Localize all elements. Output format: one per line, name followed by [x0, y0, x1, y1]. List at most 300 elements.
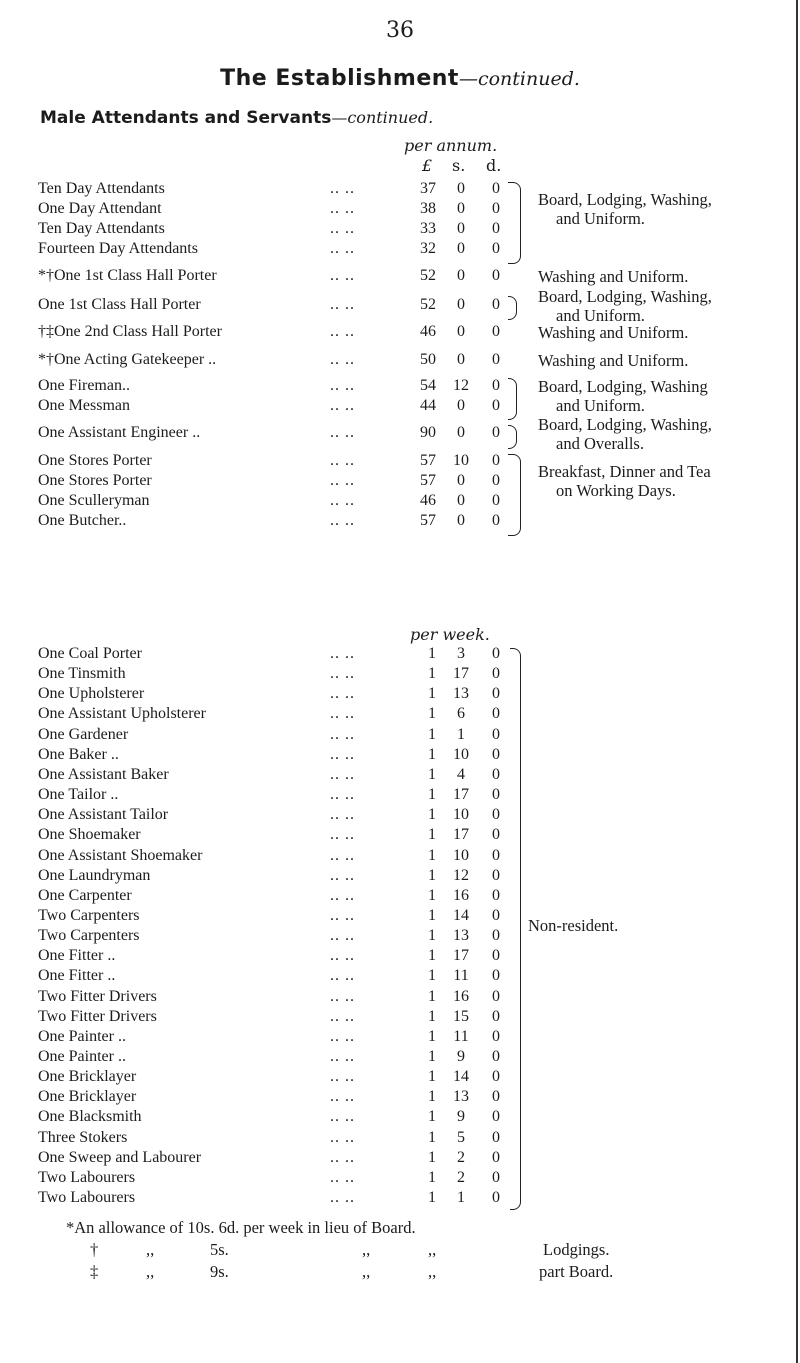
condition-note-line: Washing and Uniform.	[538, 267, 689, 286]
amount-pounds: 46	[420, 323, 436, 340]
row-label: One Carpenter	[38, 886, 132, 904]
amount-shillings: 17	[453, 665, 469, 683]
amount-pence: 0	[492, 351, 500, 368]
amount-shillings: 0	[457, 240, 465, 257]
weekly-row	[0, 1149, 800, 1171]
row-label: One Fireman..	[38, 377, 130, 394]
amount-shillings: 12	[453, 377, 469, 394]
amount-pence: 0	[492, 200, 500, 217]
amount-pence: 0	[492, 1027, 500, 1045]
condition-note	[538, 267, 688, 286]
amount-shillings: 0	[457, 323, 465, 340]
title-main: The Establishment	[220, 66, 459, 91]
weekly-row	[0, 786, 800, 808]
leader-dots: .. ..	[330, 1068, 355, 1086]
row-label: One Painter ..	[38, 1027, 126, 1045]
leader-dots: .. ..	[330, 866, 355, 884]
weekly-row	[0, 1048, 800, 1070]
condition-note	[538, 351, 688, 370]
row-label: One Assistant Engineer ..	[38, 424, 201, 441]
weekly-row	[0, 705, 800, 727]
amount-pounds: 38	[420, 200, 436, 217]
footnote-ditto: ,,	[362, 1240, 371, 1259]
amount-pounds: 57	[420, 472, 436, 489]
leader-dots: .. ..	[330, 377, 355, 394]
amount-pounds: 1	[428, 866, 436, 884]
leader-dots: .. ..	[330, 1048, 355, 1065]
amount-pounds: 1	[428, 1068, 436, 1086]
footnote-ditto: ,,	[146, 1240, 155, 1259]
amount-pence: 0	[492, 296, 500, 313]
leader-dots: .. ..	[330, 725, 355, 743]
amount-pounds: 52	[420, 296, 436, 313]
amount-pence: 0	[492, 397, 500, 414]
amount-pence: 0	[492, 947, 500, 965]
amount-pence: 0	[492, 1108, 500, 1126]
leader-dots: .. ..	[330, 424, 355, 441]
row-label: One Tinsmith	[38, 665, 126, 683]
leader-dots: .. ..	[330, 351, 355, 368]
leader-dots: .. ..	[330, 267, 355, 284]
row-label: One Day Attendant	[38, 200, 162, 217]
title-continued: —continued.	[458, 68, 580, 90]
non-resident-brace	[510, 648, 521, 1210]
row-label: One Upholsterer	[38, 685, 145, 703]
amount-pounds: 1	[428, 705, 436, 723]
leader-dots: .. ..	[330, 886, 355, 904]
amount-shillings: 0	[457, 397, 465, 414]
leader-dots: .. ..	[330, 987, 355, 1005]
amount-shillings: 17	[453, 947, 469, 965]
amount-pence: 0	[492, 645, 500, 662]
amount-shillings: 12	[453, 866, 469, 884]
leader-dots: .. ..	[330, 967, 355, 985]
weekly-row	[0, 947, 800, 969]
amount-shillings: 17	[453, 826, 469, 844]
amount-pounds: 1	[428, 1027, 436, 1045]
weekly-row	[0, 847, 800, 869]
amount-shillings: 13	[453, 685, 469, 703]
row-label: One Fitter ..	[38, 947, 116, 965]
amount-pence: 0	[492, 1068, 500, 1086]
weekly-row	[0, 887, 800, 909]
condition-note-line: and Uniform.	[556, 209, 645, 228]
row-label: One Sweep and Labourer	[38, 1148, 202, 1166]
weekly-row	[0, 1189, 800, 1211]
row-label: Two Carpenters	[38, 927, 140, 945]
amount-shillings: 6	[457, 705, 465, 723]
amount-pounds: 1	[428, 1128, 436, 1146]
condition-note-line: Breakfast, Dinner and Tea	[538, 462, 711, 481]
row-label: One Coal Porter	[38, 645, 142, 662]
condition-note-line: and Overalls.	[556, 434, 644, 453]
row-label: One Laundryman	[38, 866, 151, 884]
amount-shillings: 0	[457, 472, 465, 489]
weekly-row	[0, 1129, 800, 1151]
row-label: Fourteen Day Attendants	[38, 240, 198, 257]
amount-shillings: 0	[457, 220, 465, 237]
amount-pounds: 1	[428, 886, 436, 904]
row-label: One Tailor ..	[38, 786, 119, 804]
amount-pence: 0	[492, 424, 500, 441]
leader-dots: .. ..	[330, 397, 355, 414]
amount-shillings: 10	[453, 452, 469, 469]
footnote-phrase: per week in lieu of	[243, 1218, 372, 1237]
amount-shillings: 3	[457, 645, 465, 662]
row-label: *†One Acting Gatekeeper ..	[38, 351, 217, 368]
amount-shillings: 4	[457, 765, 465, 783]
amount-pence: 0	[492, 685, 500, 703]
row-label: One Baker ..	[38, 745, 119, 763]
footnote-amount: 9s.	[210, 1262, 229, 1281]
weekly-row	[0, 685, 800, 707]
amount-shillings: 16	[453, 886, 469, 904]
amount-pounds: 1	[428, 1189, 436, 1207]
amount-shillings: 5	[457, 1128, 465, 1146]
amount-pence: 0	[492, 906, 500, 924]
condition-note-line: on Working Days.	[556, 481, 676, 500]
condition-note-line: Washing and Uniform.	[538, 351, 689, 370]
amount-pence: 0	[492, 866, 500, 884]
amount-pence: 0	[492, 987, 500, 1005]
amount-pence: 0	[492, 927, 500, 945]
amount-pounds: 1	[428, 1148, 436, 1166]
leader-dots: .. ..	[330, 765, 355, 783]
amount-pounds: 1	[428, 927, 436, 945]
weekly-row	[0, 1008, 800, 1030]
amount-pence: 0	[492, 512, 500, 529]
condition-note	[538, 377, 708, 415]
weekly-row	[0, 1108, 800, 1130]
weekly-row	[0, 806, 800, 828]
brace-mark	[508, 425, 517, 449]
page-number: 36	[386, 18, 414, 43]
condition-note-line: Board, Lodging, Washing,	[538, 287, 712, 306]
amount-pounds: 1	[428, 645, 436, 662]
row-label: One Fitter ..	[38, 967, 116, 985]
row-label: One Assistant Shoemaker	[38, 846, 203, 864]
leader-dots: .. ..	[330, 745, 355, 763]
amount-shillings: 1	[457, 725, 465, 743]
leader-dots: .. ..	[330, 323, 355, 340]
amount-shillings: 2	[457, 1148, 465, 1166]
weekly-row	[0, 907, 800, 929]
pence-header: d.	[486, 156, 502, 175]
leader-dots: .. ..	[330, 220, 355, 237]
amount-pounds: 57	[420, 512, 436, 529]
amount-pounds: 50	[420, 351, 436, 368]
leader-dots: .. ..	[330, 1007, 355, 1025]
amount-shillings: 11	[453, 1027, 469, 1045]
amount-pounds: 90	[420, 424, 436, 441]
weekly-row	[0, 645, 800, 667]
amount-pounds: 1	[428, 1088, 436, 1106]
leader-dots: .. ..	[330, 512, 355, 529]
footnote-mark: †	[90, 1240, 99, 1259]
annual-row	[0, 512, 800, 534]
section-heading	[40, 108, 433, 128]
amount-pounds: 1	[428, 765, 436, 783]
leader-dots: .. ..	[330, 826, 355, 844]
row-label: *†One 1st Class Hall Porter	[38, 267, 217, 284]
amount-shillings: 0	[457, 200, 465, 217]
leader-dots: .. ..	[330, 1027, 355, 1045]
leader-dots: .. ..	[330, 200, 355, 217]
amount-shillings: 9	[457, 1108, 465, 1126]
leader-dots: .. ..	[330, 180, 355, 197]
amount-pence: 0	[492, 665, 500, 683]
amount-pence: 0	[492, 1189, 500, 1207]
amount-pounds: 33	[420, 220, 436, 237]
condition-note	[538, 190, 712, 228]
amount-pounds: 1	[428, 987, 436, 1005]
leader-dots: .. ..	[330, 1108, 355, 1126]
weekly-row	[0, 726, 800, 748]
weekly-row	[0, 766, 800, 788]
amount-pence: 0	[492, 323, 500, 340]
amount-shillings: 9	[457, 1048, 465, 1065]
row-label: One Messman	[38, 397, 130, 414]
amount-pounds: 1	[428, 745, 436, 763]
footnote-ditto: ,,	[428, 1262, 437, 1281]
row-label: One Bricklayer	[38, 1088, 137, 1106]
non-resident-note: Non-resident.	[528, 916, 619, 935]
amount-pounds: 1	[428, 786, 436, 804]
leader-dots: .. ..	[330, 1128, 355, 1146]
leader-dots: .. ..	[330, 1168, 355, 1186]
leader-dots: .. ..	[330, 846, 355, 864]
condition-note-line: Board, Lodging, Washing	[538, 377, 708, 396]
amount-pence: 0	[492, 267, 500, 284]
amount-pence: 0	[492, 705, 500, 723]
row-label: One Sculleryman	[38, 492, 150, 509]
amount-pence: 0	[492, 725, 500, 743]
amount-shillings: 10	[453, 846, 469, 864]
amount-pence: 0	[492, 180, 500, 197]
amount-pence: 0	[492, 240, 500, 257]
amount-shillings: 13	[453, 1088, 469, 1106]
leader-dots: .. ..	[330, 472, 355, 489]
footnote-amount: 10s. 6d.	[187, 1218, 244, 1237]
amount-shillings: 15	[453, 1007, 469, 1025]
amount-pence: 0	[492, 1128, 500, 1146]
amount-pence: 0	[492, 472, 500, 489]
amount-shillings: 0	[457, 296, 465, 313]
leader-dots: .. ..	[330, 786, 355, 804]
amount-pounds: 1	[428, 846, 436, 864]
leader-dots: .. ..	[330, 947, 355, 965]
condition-note	[538, 323, 688, 342]
amount-shillings: 10	[453, 745, 469, 763]
leader-dots: .. ..	[330, 645, 355, 662]
condition-note-line: Washing and Uniform.	[538, 323, 689, 342]
amount-pence: 0	[492, 1048, 500, 1065]
leader-dots: .. ..	[330, 665, 355, 683]
section-heading-continued: —continued.	[331, 108, 434, 127]
amount-pounds: 1	[428, 1048, 436, 1065]
amount-pence: 0	[492, 377, 500, 394]
row-label: Two Carpenters	[38, 906, 140, 924]
condition-note-line: and Uniform.	[556, 396, 645, 415]
amount-pence: 0	[492, 806, 500, 824]
section-heading-main: Male Attendants and Servants	[40, 108, 332, 128]
row-label: Three Stokers	[38, 1128, 128, 1146]
footnote-ditto: ,,	[428, 1240, 437, 1259]
row-label: †‡One 2nd Class Hall Porter	[38, 323, 222, 340]
row-label: Ten Day Attendants	[38, 220, 165, 237]
amount-pounds: 44	[420, 397, 436, 414]
leader-dots: .. ..	[330, 296, 355, 313]
brace-mark	[508, 454, 521, 536]
amount-pounds: 1	[428, 826, 436, 844]
amount-shillings: 2	[457, 1168, 465, 1186]
row-label: One 1st Class Hall Porter	[38, 296, 201, 313]
row-label: One Stores Porter	[38, 472, 152, 489]
footnote-amount: 5s.	[210, 1240, 229, 1259]
row-label: One Butcher..	[38, 512, 127, 529]
amount-pounds: 1	[428, 806, 436, 824]
amount-pence: 0	[492, 1088, 500, 1106]
amount-shillings: 11	[453, 967, 469, 985]
footnote-line	[66, 1218, 416, 1238]
weekly-row	[0, 1028, 800, 1050]
page-title	[0, 66, 800, 91]
amount-shillings: 0	[457, 351, 465, 368]
amount-shillings: 17	[453, 786, 469, 804]
amount-pence: 0	[492, 1148, 500, 1166]
weekly-row	[0, 1088, 800, 1110]
weekly-row	[0, 746, 800, 768]
annual-row	[0, 240, 800, 262]
condition-note	[538, 462, 711, 500]
amount-pence: 0	[492, 220, 500, 237]
amount-pence: 0	[492, 1168, 500, 1186]
amount-pence: 0	[492, 826, 500, 844]
shilling-header: s.	[452, 156, 466, 175]
amount-pounds: 37	[420, 180, 436, 197]
row-label: One Blacksmith	[38, 1108, 142, 1126]
weekly-row	[0, 665, 800, 687]
amount-shillings: 0	[457, 512, 465, 529]
weekly-row	[0, 1169, 800, 1191]
row-label: One Assistant Baker	[38, 765, 169, 783]
brace-mark	[508, 182, 521, 264]
amount-shillings: 14	[453, 906, 469, 924]
leader-dots: .. ..	[330, 906, 355, 924]
leader-dots: .. ..	[330, 1189, 355, 1207]
amount-pence: 0	[492, 786, 500, 804]
condition-note-line: and Uniform.	[556, 306, 645, 325]
amount-pounds: 1	[428, 725, 436, 743]
condition-note	[538, 287, 712, 325]
amount-shillings: 13	[453, 927, 469, 945]
amount-pence: 0	[492, 967, 500, 985]
amount-shillings: 0	[457, 267, 465, 284]
amount-pence: 0	[492, 765, 500, 783]
condition-note-line: Board, Lodging, Washing,	[538, 415, 712, 434]
row-label: One Assistant Tailor	[38, 806, 169, 824]
leader-dots: .. ..	[330, 240, 355, 257]
amount-pounds: 1	[428, 947, 436, 965]
brace-mark	[508, 378, 517, 420]
row-label: Two Labourers	[38, 1189, 136, 1207]
footnote-mark: ‡	[90, 1262, 99, 1281]
per-week-header: per week.	[410, 625, 490, 644]
leader-dots: .. ..	[330, 492, 355, 509]
row-label: One Shoemaker	[38, 826, 141, 844]
weekly-row	[0, 927, 800, 949]
amount-shillings: 0	[457, 180, 465, 197]
leader-dots: .. ..	[330, 685, 355, 703]
leader-dots: .. ..	[330, 927, 355, 945]
amount-pence: 0	[492, 492, 500, 509]
weekly-row	[0, 1068, 800, 1090]
amount-pounds: 1	[428, 685, 436, 703]
amount-shillings: 1	[457, 1189, 465, 1207]
amount-pounds: 1	[428, 1168, 436, 1186]
amount-shillings: 16	[453, 987, 469, 1005]
per-annum-header: per annum.	[404, 136, 498, 155]
amount-pounds: 1	[428, 1108, 436, 1126]
amount-pence: 0	[492, 452, 500, 469]
weekly-row	[0, 967, 800, 989]
leader-dots: .. ..	[330, 1148, 355, 1166]
weekly-row	[0, 867, 800, 889]
amount-pence: 0	[492, 1007, 500, 1025]
row-label: One Stores Porter	[38, 452, 152, 469]
leader-dots: .. ..	[330, 1088, 355, 1106]
amount-pence: 0	[492, 846, 500, 864]
amount-pounds: 1	[428, 665, 436, 683]
condition-note-line: Board, Lodging, Washing,	[538, 190, 712, 209]
pound-header: £	[422, 156, 433, 175]
leader-dots: .. ..	[330, 705, 355, 723]
amount-pounds: 1	[428, 967, 436, 985]
amount-shillings: 10	[453, 806, 469, 824]
weekly-row	[0, 826, 800, 848]
row-label: One Assistant Upholsterer	[38, 705, 206, 723]
amount-pounds: 1	[428, 906, 436, 924]
brace-mark	[508, 296, 517, 320]
row-label: One Painter ..	[38, 1048, 126, 1065]
amount-shillings: 0	[457, 492, 465, 509]
footnote-item: part Board.	[539, 1262, 614, 1281]
row-label: One Gardener	[38, 725, 129, 743]
condition-note	[538, 415, 712, 453]
row-label: Ten Day Attendants	[38, 180, 165, 197]
row-label: Two Fitter Drivers	[38, 1007, 157, 1025]
row-label: Two Fitter Drivers	[38, 987, 157, 1005]
amount-pence: 0	[492, 886, 500, 904]
amount-shillings: 14	[453, 1068, 469, 1086]
amount-pence: 0	[492, 745, 500, 763]
amount-pounds: 1	[428, 1007, 436, 1025]
amount-pounds: 52	[420, 267, 436, 284]
row-label: One Bricklayer	[38, 1068, 137, 1086]
amount-pounds: 46	[420, 492, 436, 509]
leader-dots: .. ..	[330, 452, 355, 469]
row-label: Two Labourers	[38, 1168, 136, 1186]
footnote-ditto: ,,	[362, 1262, 371, 1281]
footnote-item: Board.	[371, 1218, 416, 1237]
leader-dots: .. ..	[330, 806, 355, 824]
weekly-row	[0, 988, 800, 1010]
amount-shillings: 0	[457, 424, 465, 441]
amount-pounds: 57	[420, 452, 436, 469]
amount-pounds: 54	[420, 377, 436, 394]
footnote-item: Lodgings.	[543, 1240, 610, 1259]
amount-pounds: 32	[420, 240, 436, 257]
